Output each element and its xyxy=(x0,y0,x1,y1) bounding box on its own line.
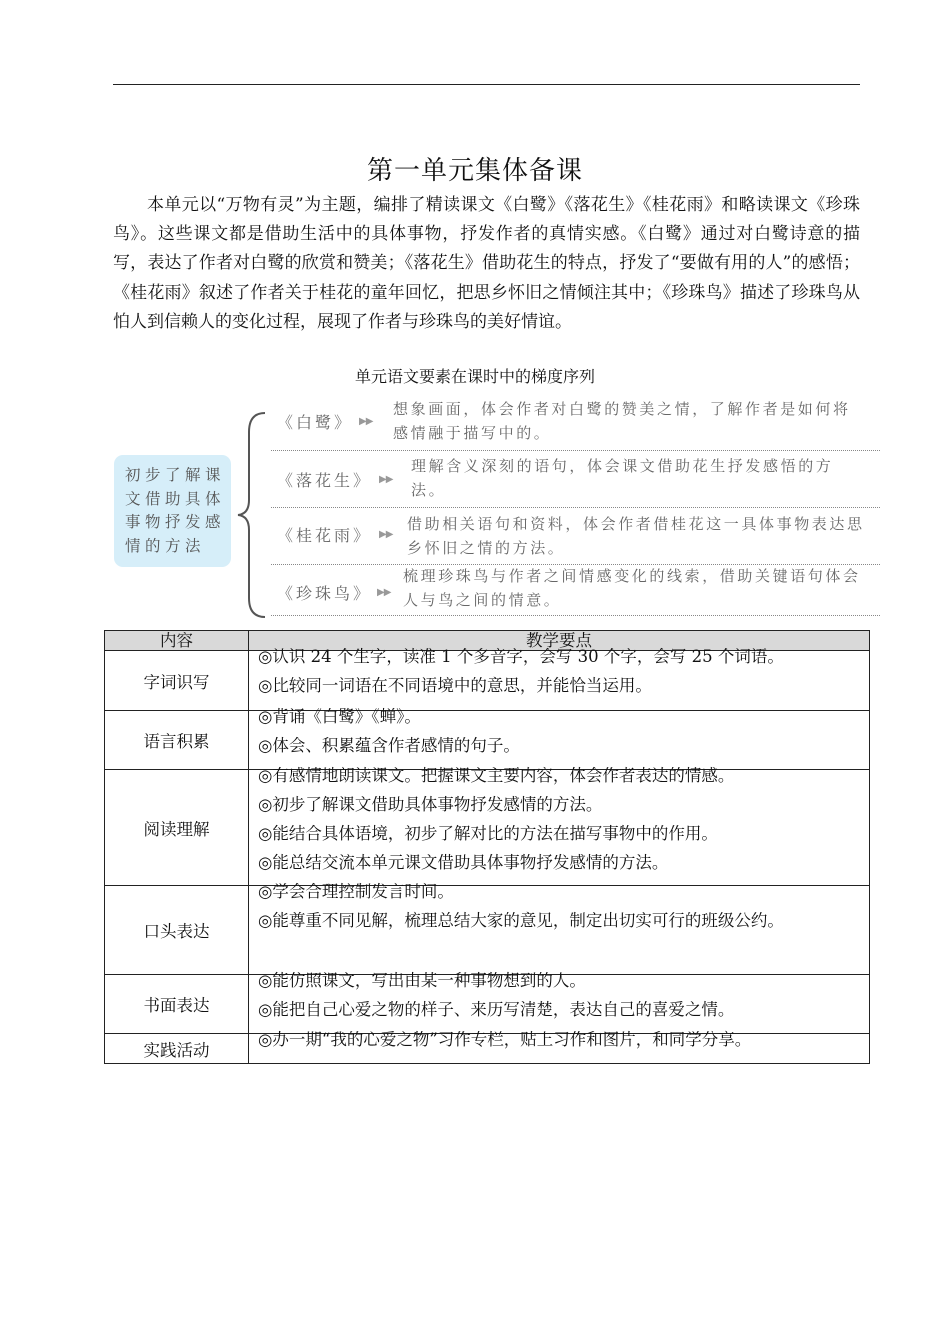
teaching-point: ◎认识 24 个生字，读准 1 个多音字，会写 30 个字，会写 25 个词语。 xyxy=(258,647,784,666)
step-desc: 理解含义深刻的语句，体会课文借助花生抒发感悟的方法。 xyxy=(411,457,834,499)
table-row xyxy=(105,886,870,975)
arrow-icon: ▶▶ xyxy=(377,587,391,598)
arrow-icon: ▶▶ xyxy=(379,529,393,540)
teaching-point: ◎初步了解课文借助具体事物抒发感情的方法。 xyxy=(258,795,603,814)
teaching-point: ◎办一期“我的心爱之物”习作专栏，贴上习作和图片，和同学分享。 xyxy=(258,1030,752,1049)
header-rule xyxy=(113,84,860,85)
row-category: 阅读理解 xyxy=(105,770,249,886)
row-points xyxy=(249,882,870,975)
step-desc: 想象画面，体会作者对白鹭的赞美之情，了解作者是如何将感情融于描写中的。 xyxy=(393,400,851,442)
teaching-point: ◎有感情地朗读课文。把握课文主要内容，体会作者表达的情感。 xyxy=(258,766,735,785)
row-points xyxy=(249,1030,870,1064)
row-category: 语言积累 xyxy=(105,711,249,770)
teaching-point: ◎能仿照课文，写出由某一种事物想到的人。 xyxy=(258,971,586,990)
step-desc: 梳理珍珠鸟与作者之间情感变化的线索，借助关键语句体会人与鸟之间的情意。 xyxy=(403,567,861,609)
teaching-point: ◎体会、积累蕴含作者感情的句子。 xyxy=(258,736,520,755)
diagram-caption: 单元语文要素在课时中的梯度序列 xyxy=(354,367,595,386)
step-item xyxy=(271,565,880,616)
teaching-points-table xyxy=(104,630,870,1064)
intro-paragraph: 本单元以“万物有灵”为主题，编排了精读课文《白鹭》《落花生》《桂花雨》和略读课文《珍珠鸟》。这些课文都是借助生活中的具体事物，抒发作者的真情实感。《白鹭》通过对白鹭诗意的描写，表达了作者对白鹭的欣赏和赞美；《落花生》借助花生的特点，抒发了“要做有用的人”的感悟；《桂花雨》叙述了作者关于桂花的童年回忆，把思乡怀旧之情倾注其中；《珍珠鸟》描述了珍珠鸟从怕人到信赖人的变化过程，展现了作者与珍珠鸟的美好情谊。 xyxy=(113,195,860,332)
teaching-point: ◎能把自己心爱之物的样子、来历写清楚，表达自己的喜爱之情。 xyxy=(258,1000,735,1019)
step-title: 《桂花雨》 xyxy=(277,526,373,545)
row-category: 字词识写 xyxy=(105,651,249,711)
step-desc: 借助相关语句和资料，体会作者借桂花这一具体事物表达思乡怀旧之情的方法。 xyxy=(407,515,865,557)
header-teaching-points: 教学要点 xyxy=(249,631,870,651)
step-item xyxy=(271,394,880,451)
step-item xyxy=(271,508,880,565)
row-category: 书面表达 xyxy=(105,975,249,1034)
teaching-point: ◎能总结交流本单元课文借助具体事物抒发感情的方法。 xyxy=(258,853,669,872)
header-content: 内容 xyxy=(105,631,249,651)
teaching-point: ◎比较同一词语在不同语境中的意思，并能恰当运用。 xyxy=(258,676,652,695)
teaching-point: ◎能尊重不同见解，梳理总结大家的意见，制定出切实可行的班级公约。 xyxy=(258,911,784,930)
row-points xyxy=(249,766,870,886)
step-item xyxy=(271,451,880,508)
arrow-icon: ▶▶ xyxy=(359,416,373,427)
row-category: 口头表达 xyxy=(105,886,249,975)
page-title: 第一单元集体备课 xyxy=(366,156,583,186)
step-title: 《落花生》 xyxy=(277,471,373,490)
teaching-point: ◎能结合具体语境，初步了解对比的方法在描写事物中的作用。 xyxy=(258,824,718,843)
step-title: 《白鹭》 xyxy=(277,413,354,432)
arrow-icon: ▶▶ xyxy=(379,474,393,485)
summary-box: 初步了解课文借助具体事物抒发感情的方法 xyxy=(114,455,231,567)
table-row xyxy=(105,1034,870,1064)
teaching-point: ◎学会合理控制发言时间。 xyxy=(258,882,454,901)
table-row xyxy=(105,770,870,886)
brace-icon xyxy=(236,410,268,620)
step-title: 《珍珠鸟》 xyxy=(277,584,373,603)
teaching-point: ◎背诵《白鹭》《蝉》。 xyxy=(258,707,421,726)
row-category: 实践活动 xyxy=(105,1034,249,1064)
